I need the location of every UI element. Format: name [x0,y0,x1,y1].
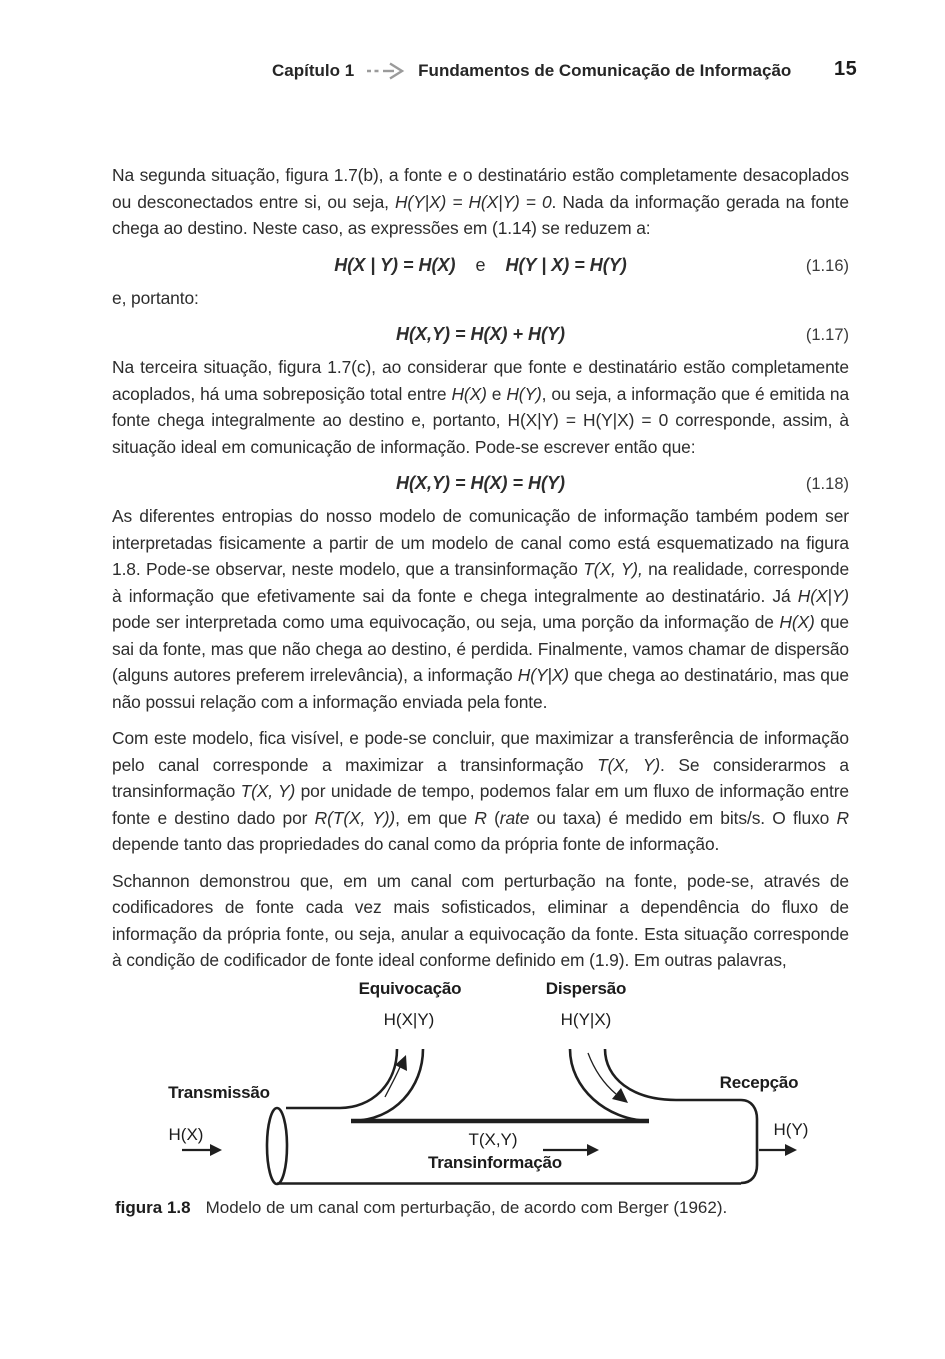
input-arrowhead [210,1144,222,1156]
paragraph: Com este modelo, fica visível, e pode-se concluir, que maximizar a transferência de informação pelo canal corresponde a maximizar a transinformação T(X, Y). Se considerarmos a transinformação T(X, Y) por unidade de tempo, podemos falar em um fluxo de informação entre fonte e destino dado por R(T(X, Y)), em que R (rate ou taxa) é medido em bits/s. O fluxo R depende tanto das propriedades do canal como da própria fonte de informação. [112,728,849,854]
paragraph: Na segunda situação, figura 1.7(b), a fonte e o destinatário estão completamente desacoplados ou desconectados entre si, ou seja, H(Y|X) = H(X|Y) = 0. Nada da informação gerada na fonte chega ao destino. Neste caso, as expressões em (1.14) se reduzem a: [112,165,849,238]
output-math-label: H(Y) [773,1120,809,1139]
equation-1-16 [112,252,849,279]
transinformation-arrowhead [587,1144,599,1156]
equation-body: H(X | Y) = H(X) e H(Y | X) = H(Y) [334,254,627,275]
equation-number: (1.17) [805,326,849,344]
equation-1-18 [112,470,849,497]
equation-number: (1.18) [805,475,849,493]
input-math-label: H(X) [168,1125,204,1144]
figure-caption [115,1198,727,1218]
paragraph: Na terceira situação, figura 1.7(c), ao considerar que fonte e destinatário estão completamente acoplados, há uma sobreposição total entre H(X) e H(Y), ou seja, a informação que é emitida na fonte chega integralmente ao destino e, portanto, H(X|Y) = H(Y|X) = 0 corresponde, assim, à situação ideal em comunicação de informação. Pode-se escrever então que: [112,357,850,457]
transmission-label: Transmissão [168,1083,270,1102]
dispersion-label: Dispersão [545,979,627,998]
output-arrowhead [785,1144,797,1156]
equation-body: H(X,Y) = H(X) + H(Y) [395,324,565,344]
paragraph: As diferentes entropias do nosso modelo de comunicação de informação também podem ser interpretadas fisicamente a partir de um modelo de canal como está esquematizado na figura 1.8. Pode-se observar, neste modelo, que a transinformação T(X, Y), na realidade, corresponde à informação que efetivamente sai da fonte e chega integralmente ao destinatário. Já H(X|Y) pode ser interpretada como uma equivocação, ou seja, uma porção da informação de H(X) que sai da fonte, mas que não chega ao destino, é perdida. Finalmente, vamos chamar de dispersão (alguns autores preferem irrelevância), a informação H(Y|X) que chega ao destinatário, mas que não possui relação com a informação enviada pela fonte. [112,506,850,712]
dashed-right-arrow-icon [365,62,407,80]
page-number: 15 [834,58,858,80]
equation-body: H(X,Y) = H(X) = H(Y) [395,473,565,493]
trans-math-label: T(X,Y) [468,1130,518,1149]
paragraph: e, portanto: [112,287,199,308]
dispersion-branch-inner [570,1049,649,1121]
header-title: Fundamentos de Comunicação de Informação [418,61,792,80]
dispersion-math: H(Y|X) [560,1010,612,1029]
equivocation-label: Equivocação [358,979,462,998]
equivocation-math: H(X|Y) [383,1010,435,1029]
header-chapter: Capítulo 1 [272,61,355,80]
equivocation-branch-outer [286,1049,397,1108]
dispersion-branch-outer [605,1049,757,1183]
figure-caption-text: Modelo de um canal com perturbação, de acordo com Berger (1962). [205,1198,728,1217]
pipe-opening-ellipse [267,1108,287,1184]
page-header [272,61,791,81]
transinformation-label: Transinformação [428,1153,562,1172]
equation-number: (1.16) [805,256,849,275]
equation-1-17 [112,321,849,348]
body-text-column [112,162,849,984]
dispersion-arrowhead [612,1088,628,1103]
reception-label: Recepção [719,1073,799,1092]
figure-1-8 [0,962,945,1198]
figure-caption-label: figura 1.8 [115,1198,191,1217]
paragraph: Schannon demonstrou que, em um canal com perturbação na fonte, pode-se, através de codificadores de fonte cada vez mais sofisticados, eliminar a dependência do fluxo de informação da própria fonte, ou seja, anular a equivocação da fonte. Esta situação corresponde à condição de codificador de fonte ideal conforme definido em (1.9). Em outras palavras, [112,870,849,970]
